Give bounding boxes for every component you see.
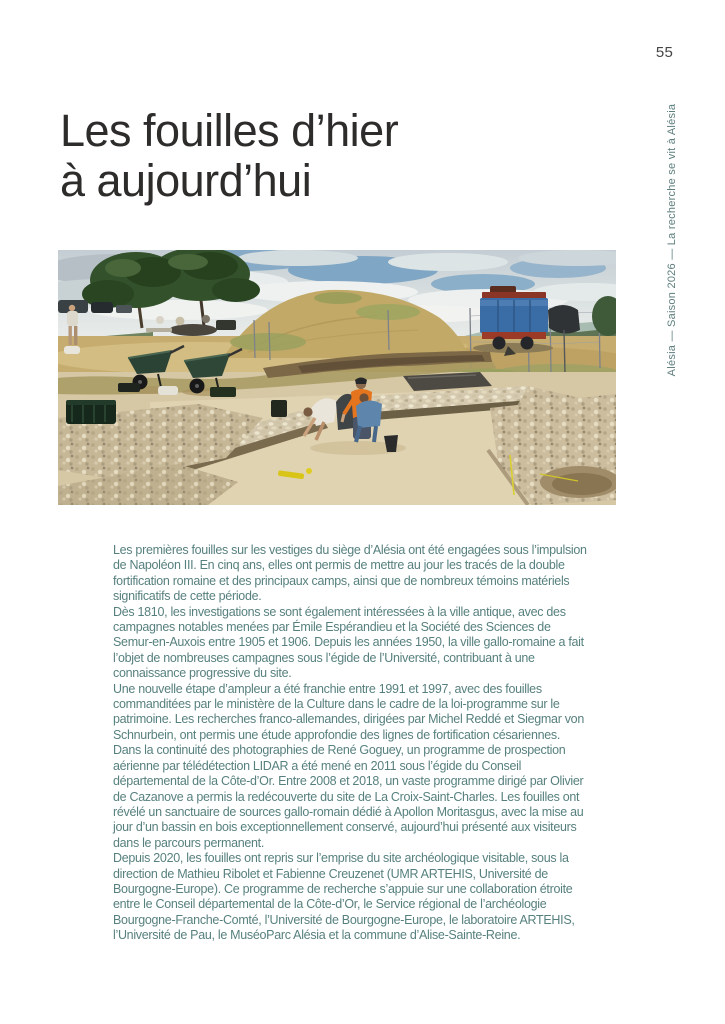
article-paragraph: Dès 1810, les investigations se sont également intéressées à la ville antique, avec des campagnes notables menées par Émile Espérandieu et la Société des Sciences de Semur-en-Auxois entre 1905 et 1906. Depuis les années 1950, la ville gallo-romaine a fait l’objet de nombreuses campagnes sous l’égide de l’Université, contribuant à une connaissance progressive du site. [113,604,584,681]
excavation-photo [58,250,616,505]
photo-crate [66,400,116,424]
page-title-line2: à aujourd’hui [60,155,312,206]
photo-bucket-small [271,400,287,417]
edition-vertical-label: Alésia — Saison 2026 — La recherche se vit à Alésia [666,103,678,377]
page-title-line1: Les fouilles d’hier [60,105,399,156]
page-title [60,106,398,206]
article-paragraph: Depuis 2020, les fouilles ont repris sur l’emprise du site archéologique visitable, sous la direction de Mathieu Ribolet et Fabienne Creuzenet (UMR ARTEHIS, Université de Bourgogne-Europe). Ce programme de recherche s’appuie sur une collaboration étroite entre le Conseil départemental de la Côte-d’Or, le Service régional de l’archéologie Bourgogne-Franche-Comté, l’Université de Bourgogne-Europe, le laboratoire ARTEHIS, l’Université de Pau, le MuséoParc Alésia et la commune d’Alise-Sainte-Reine. [113,851,575,943]
excavation-photo-illustration [58,250,616,505]
article-body [113,543,591,944]
photo-blue-trailer [473,286,553,356]
page-number: 55 [655,44,673,61]
photo-dig-ground [58,351,616,505]
article-paragraph: Les premières fouilles sur les vestiges du siège d’Alésia ont été engagées sous l’impulsion de Napoléon III. En cinq ans, elles ont permis de mettre au jour les tracés de la double fortification romaine et des principaux camps, ainsi que de nombreux témoins matériels significatifs de cette période. [113,543,587,604]
article-paragraph: Une nouvelle étape d’ampleur a été franchie entre 1991 et 1997, avec des fouilles commanditées par le ministère de la Culture dans le cadre de la loi-programme sur le patrimoine. Les recherches franco-allemandes, dirigées par Michel Reddé et Siegmar von Schnurbein, ont permis une étude approfondie des lignes de fortification césariennes. Dans la continuité des photographies de René Goguey, un programme de prospection aérienne par télédétection LIDAR a été mené en 2011 sous l’égide du Conseil départemental de la Côte-d’Or. Entre 2008 et 2018, un vaste programme dirigé par Olivier de Cazanove a permis la redécouverte du site de La Croix-Saint-Charles. Les fouilles ont révélé un sanctuaire de sources gallo-romain dédié à Apollon Moritasgus, avec la mise au jour d’un bassin en bois exceptionnellement conservé, aujourd’hui présenté aux visiteurs dans le parcours permanent. [113,681,584,850]
